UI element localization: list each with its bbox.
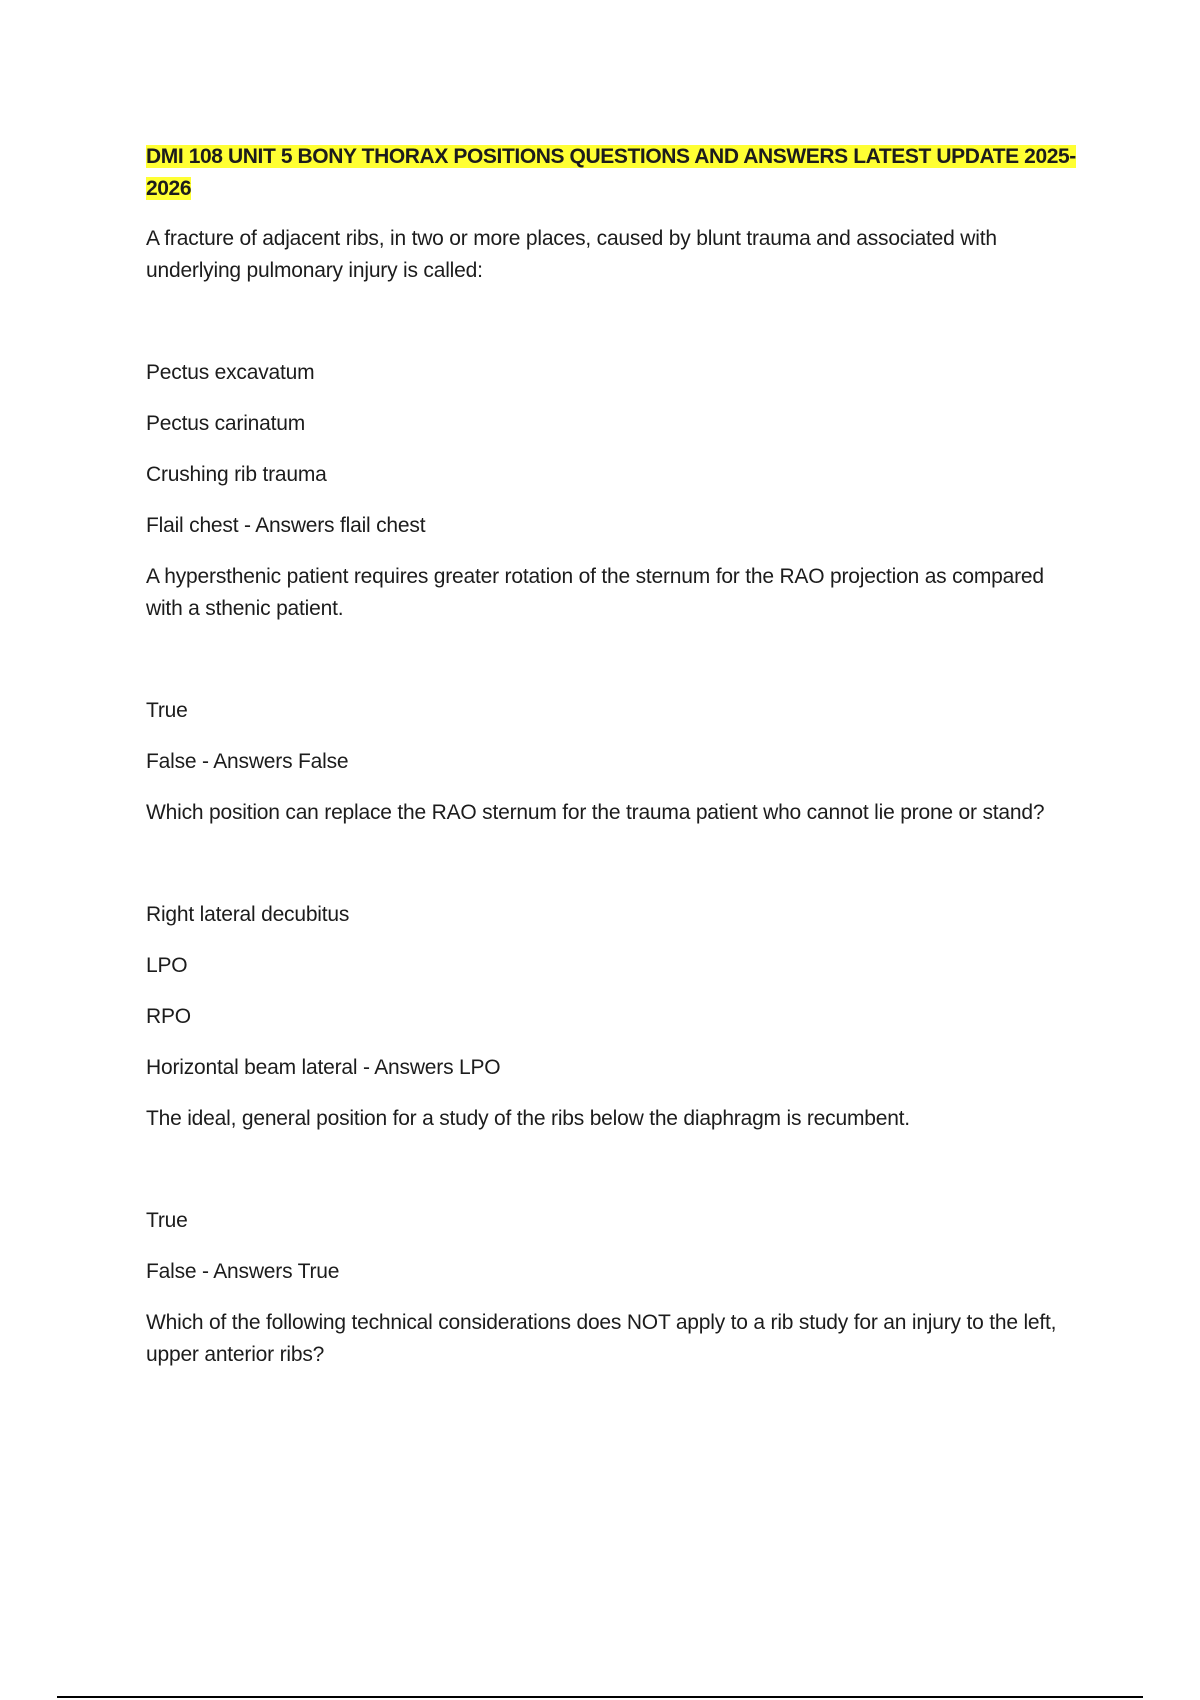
question-1-option-4: Flail chest - Answers flail chest	[146, 514, 426, 537]
question-1-option-1: Pectus excavatum	[146, 361, 315, 384]
question-3-text: Which position can replace the RAO sternum for the trauma patient who cannot lie prone or stand?	[146, 801, 1045, 824]
document-title	[146, 141, 1086, 205]
question-3-option-2: LPO	[146, 954, 188, 977]
question-5-text: Which of the following technical considerations does NOT apply to a rib study for an injury to the left, upper anterior ribs?	[146, 1311, 1057, 1366]
question-1-option-3: Crushing rib trauma	[146, 463, 327, 486]
question-3-option-4: Horizontal beam lateral - Answers LPO	[146, 1056, 501, 1079]
question-4-option-2: False - Answers True	[146, 1260, 340, 1283]
question-2-text: A hypersthenic patient requires greater rotation of the sternum for the RAO projection as compared with a sthenic patient.	[146, 565, 1044, 620]
question-2-option-1: True	[146, 699, 188, 722]
question-3-option-3: RPO	[146, 1005, 191, 1028]
question-1-option-2: Pectus carinatum	[146, 412, 306, 435]
question-4-option-1: True	[146, 1209, 188, 1232]
question-4-text: The ideal, general position for a study of the ribs below the diaphragm is recumbent.	[146, 1107, 910, 1130]
document-content	[146, 141, 1086, 1441]
document-title-text: DMI 108 UNIT 5 BONY THORAX POSITIONS QUESTIONS AND ANSWERS LATEST UPDATE 2025-2026	[146, 145, 1076, 200]
question-3-option-1: Right lateral decubitus	[146, 903, 350, 926]
question-2-option-2: False - Answers False	[146, 750, 349, 773]
question-1-text: A fracture of adjacent ribs, in two or more places, caused by blunt trauma and associated with underlying pulmonary injury is called:	[146, 227, 997, 282]
footer-divider	[57, 1696, 1143, 1698]
